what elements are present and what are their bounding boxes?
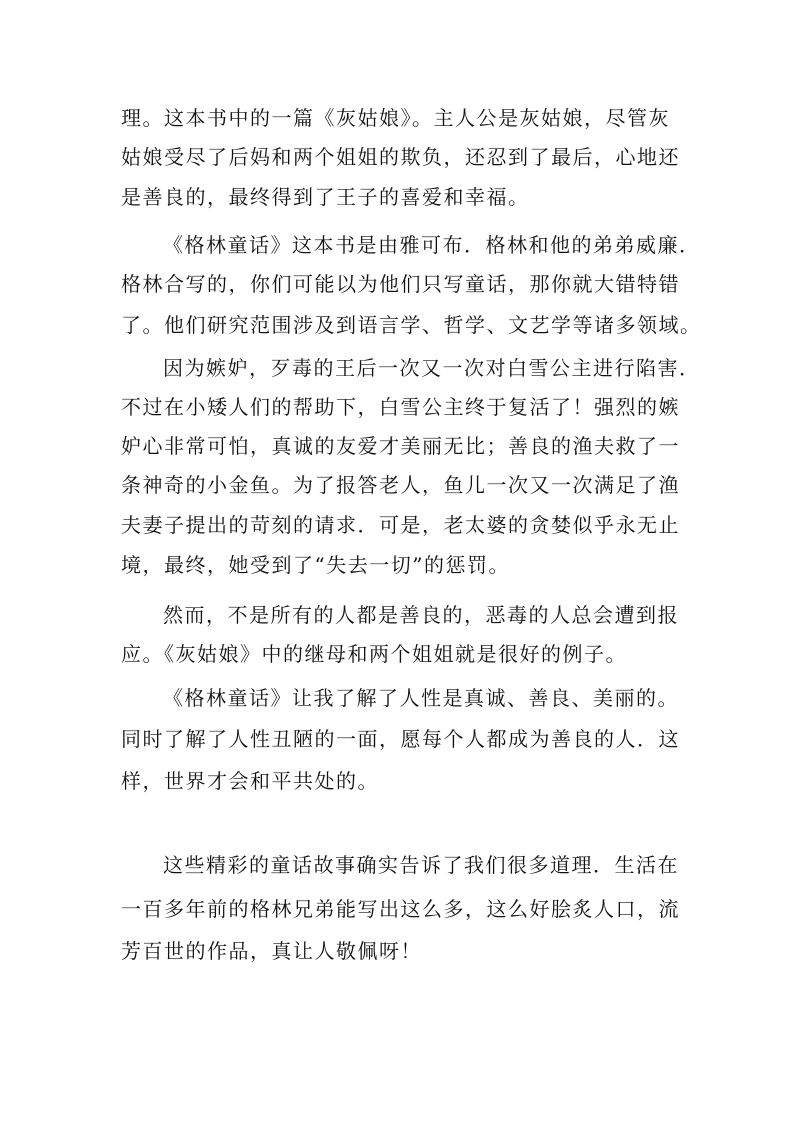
paragraph-1-line-1: 理。这本书中的一篇《灰姑娘》。主人公是灰姑娘，尽管灰 [121, 106, 670, 130]
paragraph-2-line-3: 了。他们研究范围涉及到语言学、哲学、文艺学等诸多领域。 [121, 313, 702, 337]
paragraph-3-line-2: 不过在小矮人们的帮助下，白雪公主终于复活了！强烈的嫉 [121, 395, 680, 419]
paragraph-4-line-2: 应。《灰姑娘》中的继母和两个姐姐就是很好的例子。 [121, 642, 627, 666]
paragraph-3-line-6: 境，最终，她受到了“失去一切”的惩罚。 [121, 553, 510, 577]
paragraph-5-line-3: 样，世界才会和平共处的。 [121, 769, 379, 793]
paragraph-3-line-4: 条神奇的小金鱼。为了报答老人，鱼儿一次又一次满足了渔 [121, 473, 680, 497]
paragraph-1-line-3: 是善良的，最终得到了王子的喜爱和幸福。 [121, 185, 530, 209]
paragraph-6-line-3: 芳百世的作品，真让人敬佩呀！ [121, 939, 422, 963]
paragraph-1-line-2: 姑娘受尽了后妈和两个姐姐的欺负，还忍到了最后，心地还 [121, 145, 680, 169]
paragraph-3-line-5: 夫妻子提出的苛刻的请求．可是，老太婆的贪婪似乎永无止 [121, 513, 680, 537]
paragraph-6-line-1: 这些精彩的童话故事确实告诉了我们很多道理．生活在 [163, 853, 679, 877]
paragraph-4-line-1: 然而，不是所有的人都是善良的，恶毒的人总会遭到报 [163, 603, 679, 627]
paragraph-5-line-1: 《格林童话》让我了解了人性是真诚、善良、美丽的。 [163, 686, 679, 710]
paragraph-2-line-1: 《格林童话》这本书是由雅可布．格林和他的弟弟威廉． [163, 233, 701, 257]
paragraph-3-line-3: 妒心非常可怕，真诚的友爱才美丽无比；善良的渔夫救了一 [121, 434, 680, 458]
paragraph-2-line-2: 格林合写的，你们可能以为他们只写童话，那你就大错特错 [121, 272, 680, 296]
paragraph-3-line-1: 因为嫉妒，歹毒的王后一次又一次对白雪公主进行陷害． [163, 356, 701, 380]
paragraph-5-line-2: 同时了解了人性丑陋的一面，愿每个人都成为善良的人．这 [121, 727, 680, 751]
paragraph-6-line-2: 一百多年前的格林兄弟能写出这么多，这么好脍炙人口，流 [121, 897, 680, 921]
